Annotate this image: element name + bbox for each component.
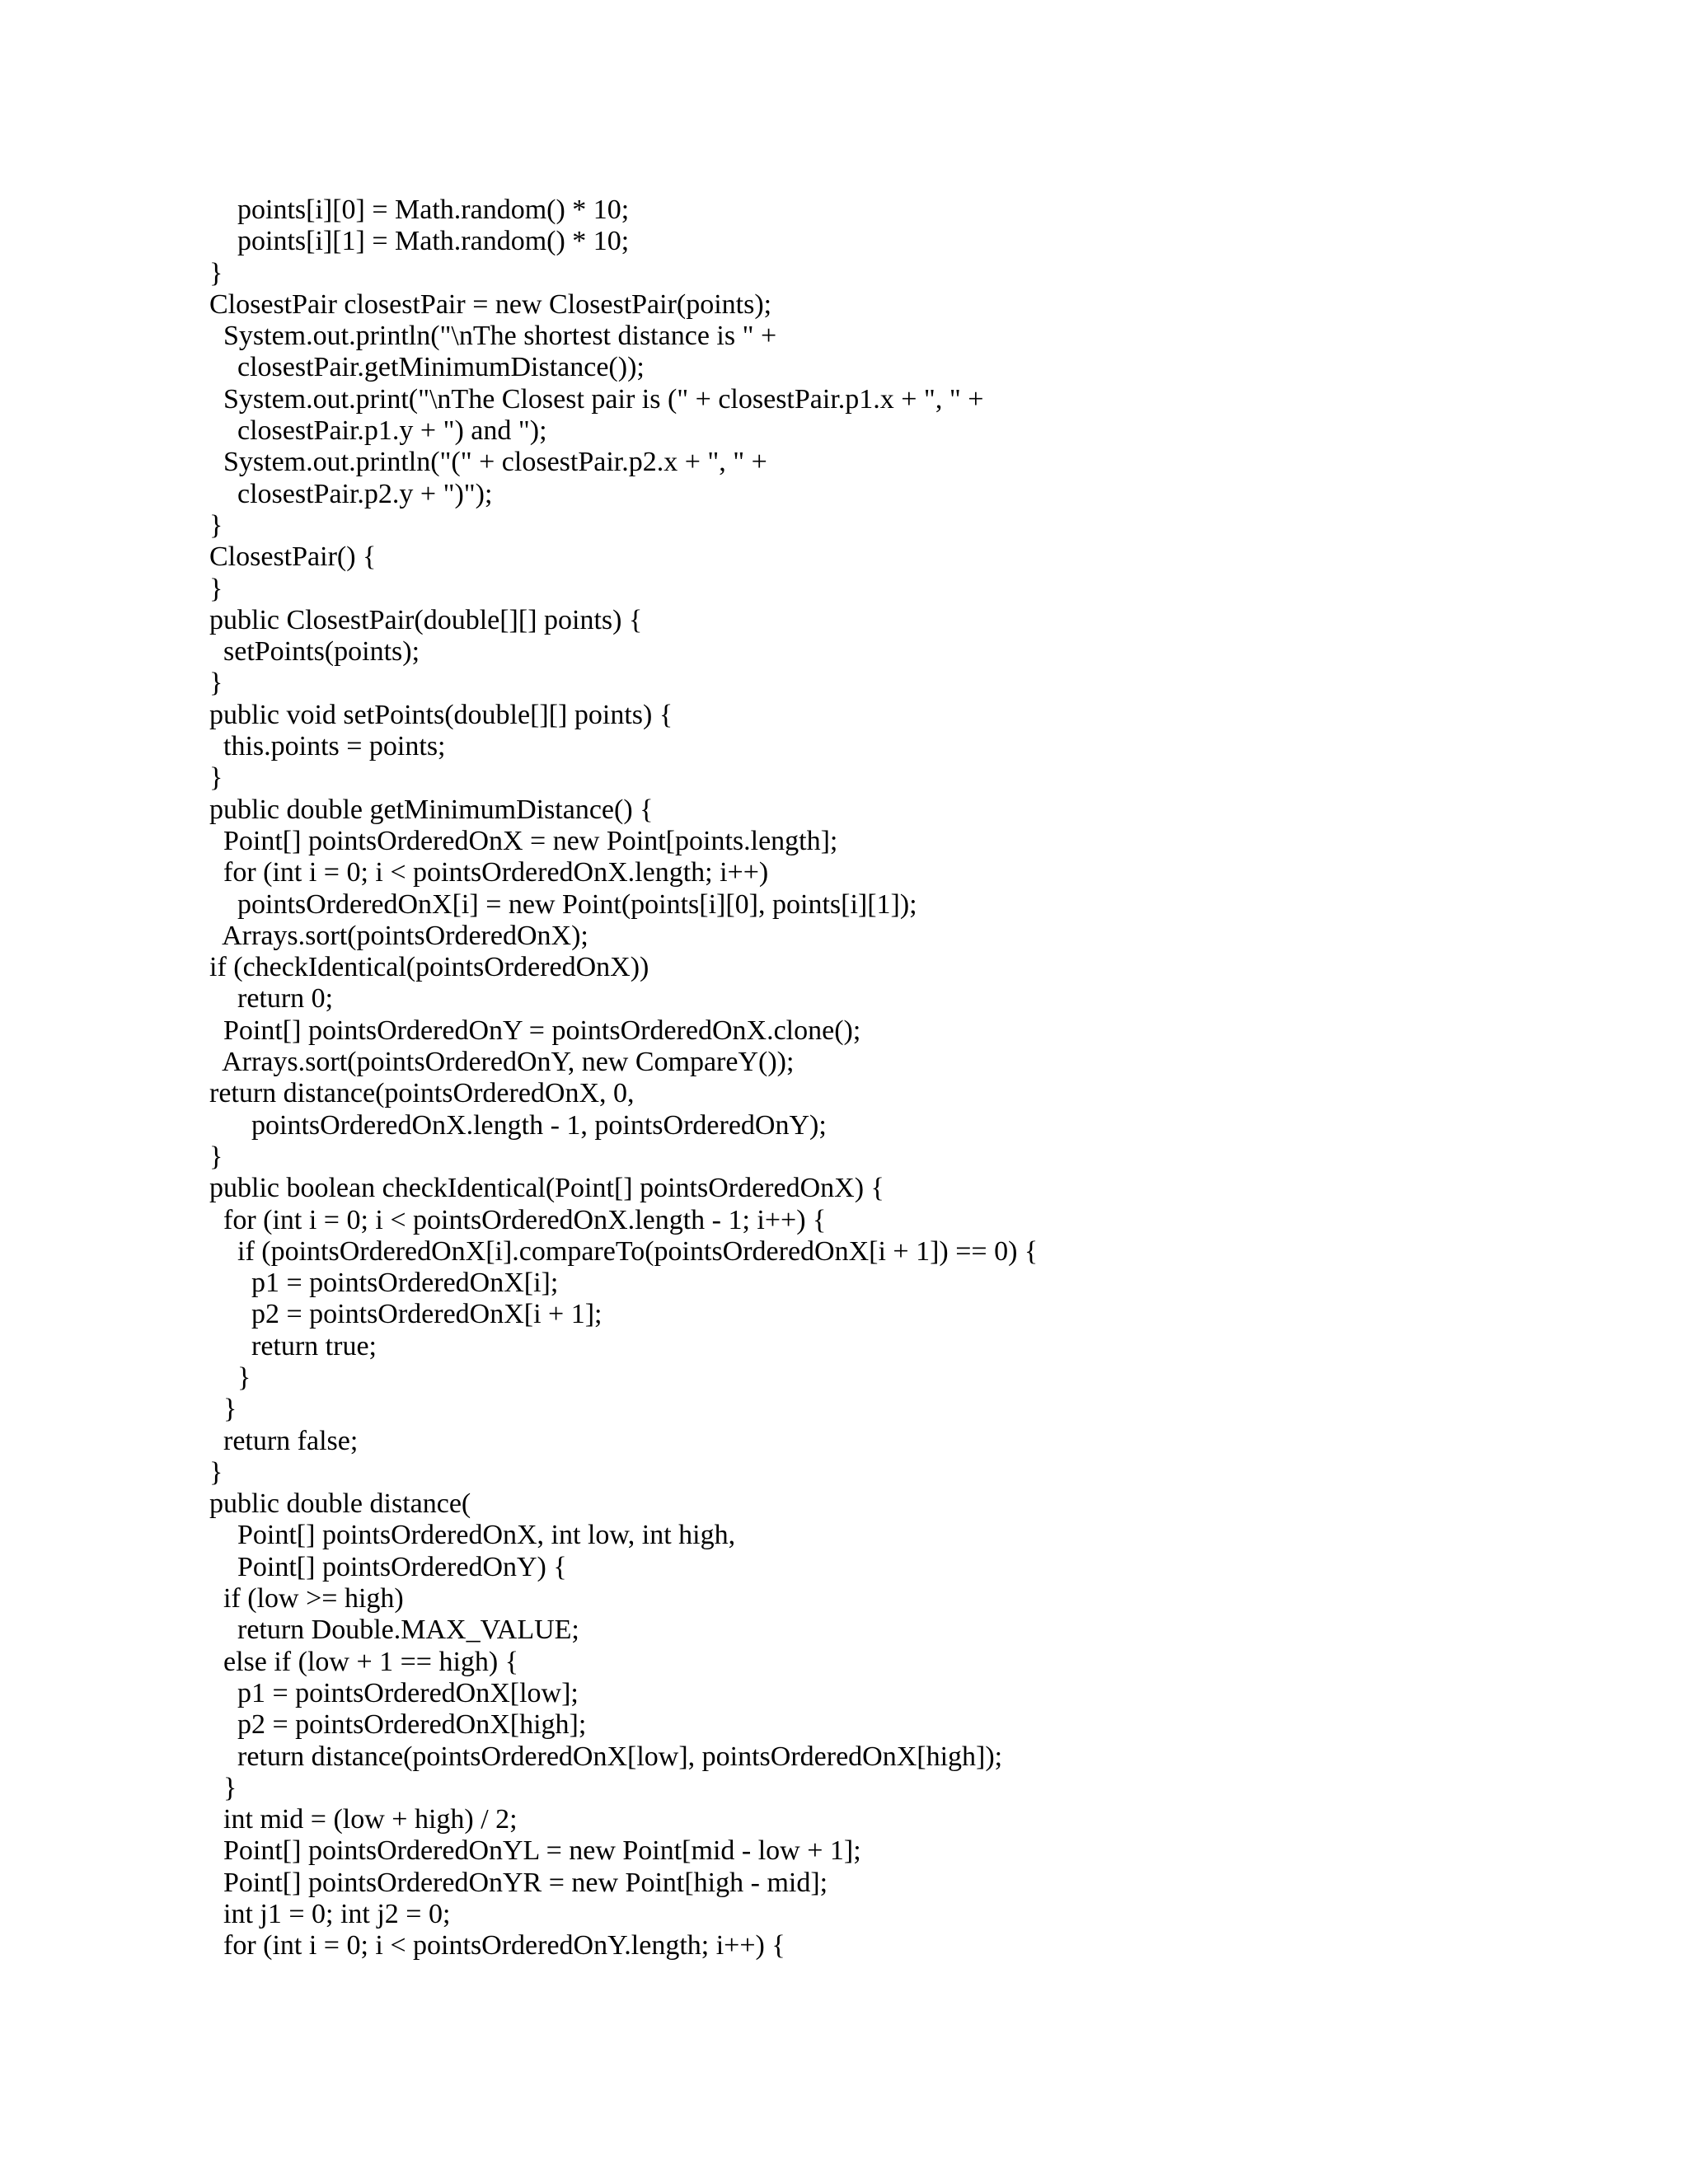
code-line: for (int i = 0; i < pointsOrderedOnX.length - 1; i++) { <box>209 1204 827 1235</box>
code-line: for (int i = 0; i < pointsOrderedOnY.length; i++) { <box>209 1930 785 1961</box>
code-line: p1 = pointsOrderedOnX[low]; <box>209 1677 579 1708</box>
code-line: } <box>209 1361 251 1393</box>
code-line: p2 = pointsOrderedOnX[i + 1]; <box>209 1299 603 1330</box>
code-line: public boolean checkIdentical(Point[] pointsOrderedOnX) { <box>209 1173 884 1204</box>
code-line: Point[] pointsOrderedOnYL = new Point[mid - low + 1]; <box>209 1835 861 1867</box>
code-line: return distance(pointsOrderedOnX[low], pointsOrderedOnX[high]); <box>209 1741 1003 1772</box>
code-line: public double distance( <box>209 1488 471 1520</box>
code-line: if (pointsOrderedOnX[i].compareTo(pointsOrderedOnX[i + 1]) == 0) { <box>209 1235 1039 1267</box>
code-line: pointsOrderedOnX[i] = new Point(points[i][0], points[i][1]); <box>209 888 917 920</box>
code-line: points[i][0] = Math.random() * 10; <box>209 194 630 225</box>
code-line: System.out.print("\nThe Closest pair is (" + closestPair.p1.x + ", " + <box>209 383 984 415</box>
code-line: return 0; <box>209 983 334 1015</box>
code-line: Point[] pointsOrderedOnX, int low, int high, <box>209 1520 736 1551</box>
code-line: return Double.MAX_VALUE; <box>209 1615 579 1646</box>
code-line: System.out.println("(" + closestPair.p2.x + ", " + <box>209 447 767 478</box>
code-line: Point[] pointsOrderedOnX = new Point[points.length]; <box>209 825 838 856</box>
code-line: public ClosestPair(double[][] points) { <box>209 604 643 635</box>
code-line: closestPair.p1.y + ") and "); <box>209 415 547 447</box>
code-line: public double getMinimumDistance() { <box>209 794 654 825</box>
code-line: } <box>209 1456 223 1488</box>
code-line: } <box>209 257 223 288</box>
code-line: ClosestPair closestPair = new ClosestPair(points); <box>209 288 772 320</box>
code-line: this.points = points; <box>209 731 446 762</box>
code-line: else if (low + 1 == high) { <box>209 1646 519 1677</box>
code-line: } <box>209 1772 237 1803</box>
code-line: setPoints(points); <box>209 636 420 668</box>
code-line: points[i][1] = Math.random() * 10; <box>209 226 630 257</box>
code-line: } <box>209 1394 237 1425</box>
code-line: pointsOrderedOnX.length - 1, pointsOrderedOnY); <box>209 1109 827 1141</box>
code-line: p2 = pointsOrderedOnX[high]; <box>209 1709 587 1741</box>
code-line: } <box>209 1141 223 1172</box>
code-line: closestPair.p2.y + ")"); <box>209 478 493 509</box>
code-line: Point[] pointsOrderedOnY) { <box>209 1551 567 1582</box>
code-listing <box>209 194 1611 1962</box>
code-line: Arrays.sort(pointsOrderedOnX); <box>209 920 588 951</box>
code-line: Arrays.sort(pointsOrderedOnY, new CompareY()); <box>209 1047 795 1078</box>
code-line: } <box>209 573 223 604</box>
code-line: Point[] pointsOrderedOnYR = new Point[high - mid]; <box>209 1867 828 1898</box>
code-line: if (low >= high) <box>209 1583 404 1615</box>
code-line: public void setPoints(double[][] points) { <box>209 699 673 730</box>
code-line: System.out.println("\nThe shortest distance is " + <box>209 321 777 352</box>
code-line: return true; <box>209 1330 377 1361</box>
code-line: for (int i = 0; i < pointsOrderedOnX.length; i++) <box>209 857 769 888</box>
code-line: } <box>209 509 223 541</box>
code-line: if (checkIdentical(pointsOrderedOnX)) <box>209 952 649 983</box>
code-line: closestPair.getMinimumDistance()); <box>209 352 645 383</box>
code-line: } <box>209 668 223 699</box>
code-line: return false; <box>209 1425 359 1456</box>
code-line: } <box>209 762 223 794</box>
code-line: p1 = pointsOrderedOnX[i]; <box>209 1268 559 1299</box>
code-line: return distance(pointsOrderedOnX, 0, <box>209 1078 635 1109</box>
code-line: int mid = (low + high) / 2; <box>209 1804 518 1835</box>
code-line: ClosestPair() { <box>209 541 377 573</box>
code-line: int j1 = 0; int j2 = 0; <box>209 1899 451 1930</box>
code-line: Point[] pointsOrderedOnY = pointsOrderedOnX.clone(); <box>209 1015 861 1046</box>
